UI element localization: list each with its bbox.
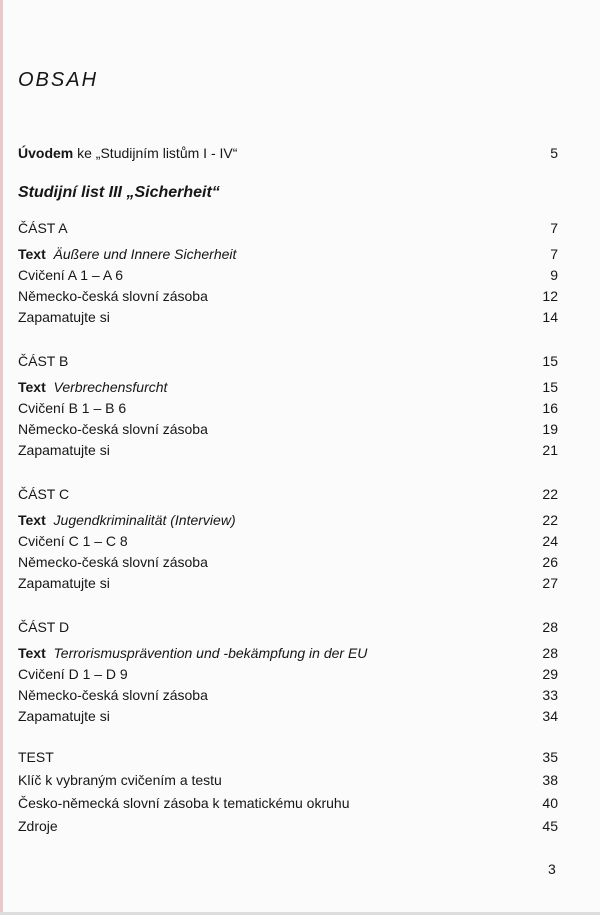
entry-label: Cvičení A 1 – A 6 [18, 267, 124, 283]
entry-label: Německo-česká slovní zásoba [18, 421, 208, 437]
toc-entry-key[interactable] [18, 770, 558, 790]
toc-entry-test[interactable] [18, 747, 558, 767]
text-title: Jugendkriminalität (Interview) [53, 512, 236, 528]
page-ref: 33 [542, 687, 558, 703]
page-ref: 24 [542, 533, 558, 549]
toc-entry-text[interactable] [18, 377, 558, 397]
text-title: Verbrechensfurcht [53, 379, 168, 395]
part-heading[interactable] [18, 484, 558, 504]
toc-entry-vocab[interactable] [18, 793, 558, 813]
page-title: OBSAH [18, 69, 99, 91]
page-ref: 16 [542, 400, 558, 416]
page-ref: 7 [550, 220, 558, 236]
part-heading[interactable] [18, 351, 558, 371]
text-title: Äußere und Innere Sicherheit [53, 246, 237, 262]
page-ref: 9 [550, 267, 558, 283]
part-label: ČÁST D [18, 619, 70, 635]
entry-label: Zapamatujte si [18, 575, 110, 591]
entry-label: Zapamatujte si [18, 708, 110, 724]
page-ref: 38 [542, 772, 558, 788]
page-ref: 15 [542, 353, 558, 369]
page-ref: 19 [542, 421, 558, 437]
text-label: Text [18, 246, 46, 262]
toc-entry-vocab[interactable] [18, 685, 558, 705]
entry-label: Zdroje [18, 818, 58, 834]
page-ref: 15 [542, 379, 558, 395]
toc-entry-remember[interactable] [18, 307, 558, 327]
toc-entry-exercises[interactable] [18, 664, 558, 684]
page-ref: 28 [542, 619, 558, 635]
entry-label: Německo-česká slovní zásoba [18, 554, 208, 570]
entry-label: Zapamatujte si [18, 442, 110, 458]
part-label: ČÁST A [18, 220, 68, 236]
page-ref: 22 [542, 512, 558, 528]
entry-label: Cvičení D 1 – D 9 [18, 666, 128, 682]
page-ref: 14 [542, 309, 558, 325]
page-ref: 12 [542, 288, 558, 304]
page-ref: 45 [542, 818, 558, 834]
toc-entry-vocab[interactable] [18, 419, 558, 439]
text-label: Text [18, 512, 46, 528]
text-title: Terrorismusprävention und -bekämpfung in der EU [53, 645, 368, 661]
entry-label: Německo-česká slovní zásoba [18, 687, 208, 703]
page-ref: 21 [542, 442, 558, 458]
page-ref: 35 [542, 749, 558, 765]
page-number: 3 [548, 861, 556, 877]
section-heading [18, 183, 558, 203]
toc-entry-remember[interactable] [18, 706, 558, 726]
toc-entry-remember[interactable] [18, 573, 558, 593]
page-ref: 34 [542, 708, 558, 724]
entry-label: Klíč k vybraným cvičením a testu [18, 772, 222, 788]
page-ref: 40 [542, 795, 558, 811]
page-ref: 5 [550, 145, 558, 161]
text-label: Text [18, 645, 46, 661]
part-label: ČÁST B [18, 353, 69, 369]
toc-entry-text[interactable] [18, 244, 558, 264]
toc-entry-exercises[interactable] [18, 531, 558, 551]
toc-entry-sources[interactable] [18, 816, 558, 836]
page-ref: 28 [542, 645, 558, 661]
entry-label: Zapamatujte si [18, 309, 110, 325]
page-ref: 29 [542, 666, 558, 682]
part-heading[interactable] [18, 617, 558, 637]
page-ref: 27 [542, 575, 558, 591]
toc-entry-remember[interactable] [18, 440, 558, 460]
toc-entry-text[interactable] [18, 643, 558, 663]
text-label: Text [18, 379, 46, 395]
entry-label: Cvičení B 1 – B 6 [18, 400, 127, 416]
toc-entry-exercises[interactable] [18, 265, 558, 285]
scan-edge [0, 0, 3, 915]
entry-label: Německo-česká slovní zásoba [18, 288, 208, 304]
intro-bold: Úvodem [18, 145, 74, 161]
intro-text: ke „Studijním listům I - IV“ [73, 145, 238, 161]
page-ref: 26 [542, 554, 558, 570]
toc-entry-vocab[interactable] [18, 286, 558, 306]
part-label: ČÁST C [18, 486, 70, 502]
page-ref: 7 [550, 246, 558, 262]
section-title: Studijní list III „Sicherheit“ [18, 184, 220, 201]
toc-entry-text[interactable] [18, 510, 558, 530]
toc-entry-intro[interactable] [18, 143, 558, 163]
toc-entry-exercises[interactable] [18, 398, 558, 418]
page-ref: 22 [542, 486, 558, 502]
entry-label: Česko-německá slovní zásoba k tematickému okruhu [18, 795, 350, 811]
entry-label: TEST [18, 749, 54, 765]
part-heading[interactable] [18, 218, 558, 238]
entry-label: Cvičení C 1 – C 8 [18, 533, 128, 549]
toc-entry-vocab[interactable] [18, 552, 558, 572]
